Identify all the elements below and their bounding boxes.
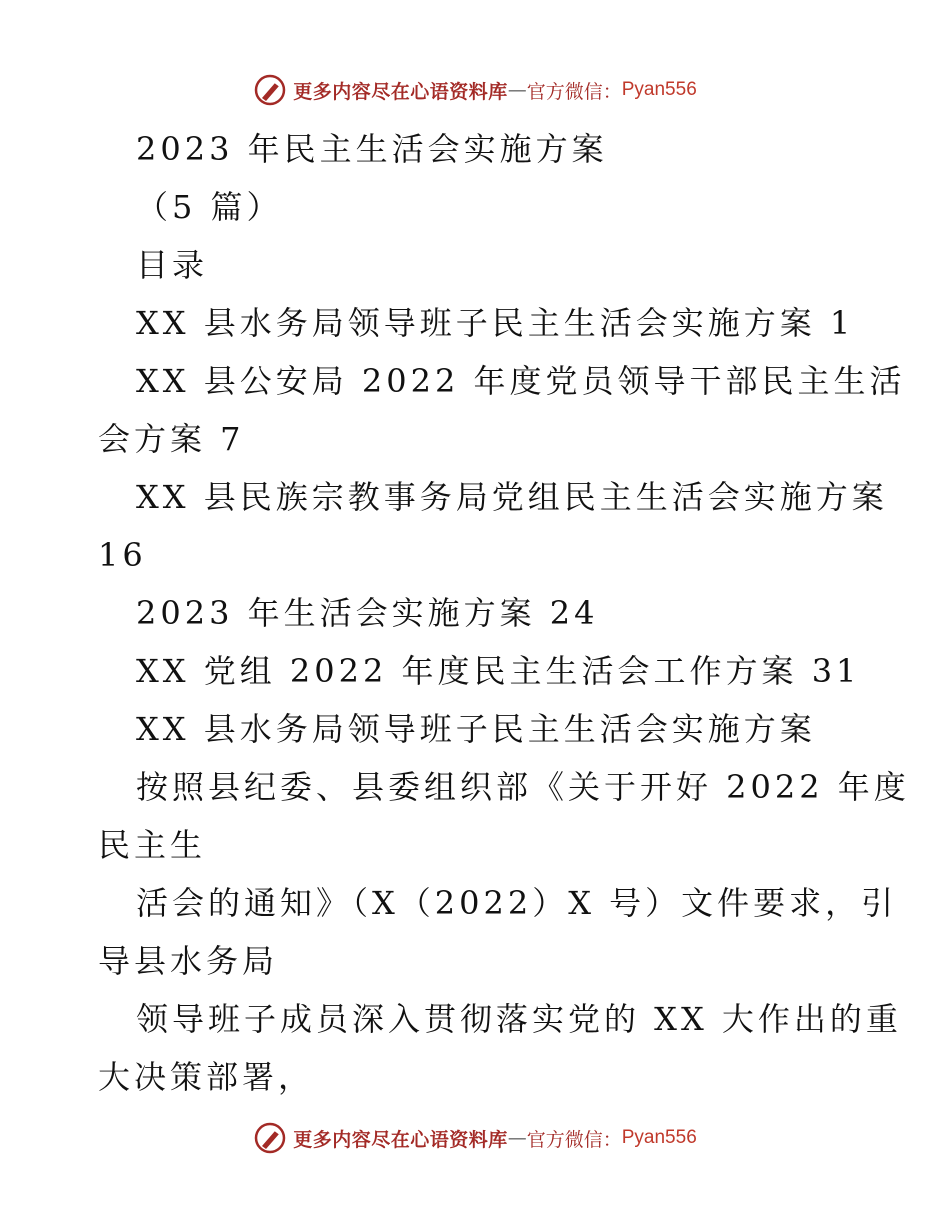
body-paragraph-line: 导县水务局 xyxy=(98,942,279,980)
body-paragraph-line: 民主生 xyxy=(98,826,207,864)
toc-heading: 目录 xyxy=(136,246,209,284)
watermark-header xyxy=(0,70,950,110)
document-body xyxy=(98,120,910,1106)
pen-logo-icon xyxy=(253,73,287,107)
toc-entry-continuation: 16 xyxy=(98,536,147,574)
document-title: 2023 年民主生活会实施方案 xyxy=(136,130,608,168)
watermark-lead: 更多内容尽在心语资料库 xyxy=(293,1128,508,1151)
toc-entry: XX 县公安局 2022 年度党员领导干部民主生活 xyxy=(136,362,906,400)
pen-logo-icon xyxy=(253,1121,287,1155)
toc-entry-continuation: 会方案 7 xyxy=(98,420,245,458)
toc-entry: 2023 年生活会实施方案 24 xyxy=(136,594,599,632)
watermark-lead: 更多内容尽在心语资料库 xyxy=(293,80,508,103)
body-paragraph-line: 按照县纪委、县委组织部《关于开好 2022 年度 xyxy=(136,768,910,806)
toc-entry: XX 党组 2022 年度民主生活会工作方案 31 xyxy=(136,652,861,690)
section-title: XX 县水务局领导班子民主生活会实施方案 xyxy=(136,710,816,748)
body-paragraph-line: 大决策部署， xyxy=(98,1058,315,1096)
toc-entry: XX 县民族宗教事务局党组民主生活会实施方案 xyxy=(136,478,888,516)
body-paragraph-line: 领导班子成员深入贯彻落实党的 XX 大作出的重 xyxy=(136,1000,902,1038)
watermark-handle: Pyan556 xyxy=(621,1127,697,1148)
document-subtitle: （5 篇） xyxy=(136,188,283,226)
watermark-separator: — xyxy=(507,79,527,101)
watermark-footer xyxy=(0,1118,950,1158)
watermark-wechat-label: 官方微信： xyxy=(526,1128,622,1151)
watermark-separator: — xyxy=(507,1127,527,1149)
body-paragraph-line: 活会的通知》（X（2022）X 号）文件要求，引 xyxy=(136,884,898,922)
watermark-handle: Pyan556 xyxy=(621,79,697,100)
watermark-wechat-label: 官方微信： xyxy=(526,80,622,103)
toc-entry: XX 县水务局领导班子民主生活会实施方案 1 xyxy=(136,304,855,342)
